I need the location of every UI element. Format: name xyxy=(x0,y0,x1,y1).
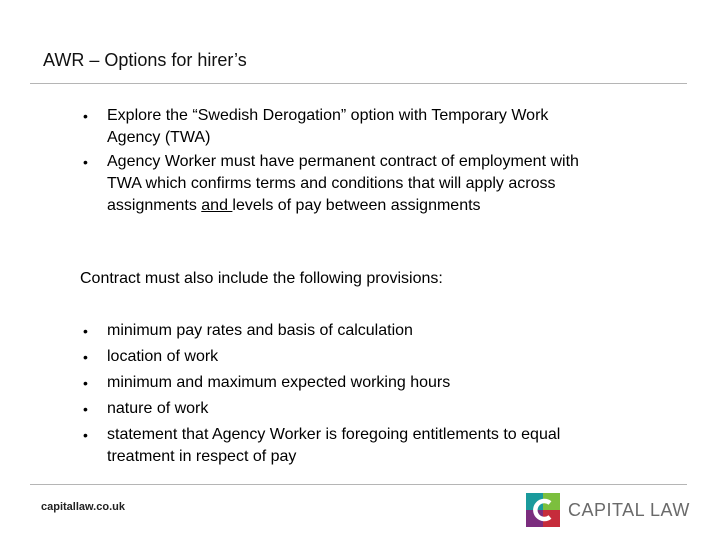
bullet-icon: • xyxy=(83,401,88,417)
bullet-icon: • xyxy=(83,154,88,170)
bullet-text: Explore the “Swedish Derogation” option with Temporary Work Agency (TWA) xyxy=(107,107,549,146)
bullet-icon: • xyxy=(83,427,88,443)
list-item xyxy=(80,105,600,149)
provisions-bullet-list xyxy=(80,320,600,472)
company-logo xyxy=(526,493,690,527)
list-item xyxy=(80,398,600,420)
footer-url-link[interactable]: capitallaw.co.uk xyxy=(41,501,125,513)
options-bullet-list xyxy=(80,105,600,219)
bullet-text: minimum pay rates and basis of calculation xyxy=(107,322,413,339)
bullet-icon: • xyxy=(83,349,88,365)
bullet-icon: • xyxy=(83,108,88,124)
list-item xyxy=(80,372,600,394)
bullet-text: statement that Agency Worker is foregoing entitlements to equal treatment in respect of pay xyxy=(107,426,561,465)
bullet-text: Agency Worker must have permanent contract of employment with TWA which confirms terms and conditions that will apply across assignments xyxy=(107,153,579,214)
footer-divider xyxy=(30,484,687,485)
provisions-intro: Contract must also include the following provisions: xyxy=(80,270,443,287)
bullet-text: nature of work xyxy=(107,400,209,417)
bullet-text: levels of pay between assignments xyxy=(232,197,481,214)
list-item xyxy=(80,424,600,468)
list-item xyxy=(80,346,600,368)
list-item xyxy=(80,151,600,217)
bullet-icon: • xyxy=(83,323,88,339)
bullet-text: location of work xyxy=(107,348,219,365)
list-item xyxy=(80,320,600,342)
slide-title: AWR – Options for hirer’s xyxy=(43,50,247,70)
bullet-text: minimum and maximum expected working hours xyxy=(107,374,451,391)
underlined-text: and xyxy=(201,197,233,214)
logo-wordmark: CAPITAL LAW xyxy=(568,499,690,520)
capital-law-c-icon xyxy=(526,493,560,527)
bullet-icon: • xyxy=(83,375,88,391)
title-divider xyxy=(30,83,687,84)
